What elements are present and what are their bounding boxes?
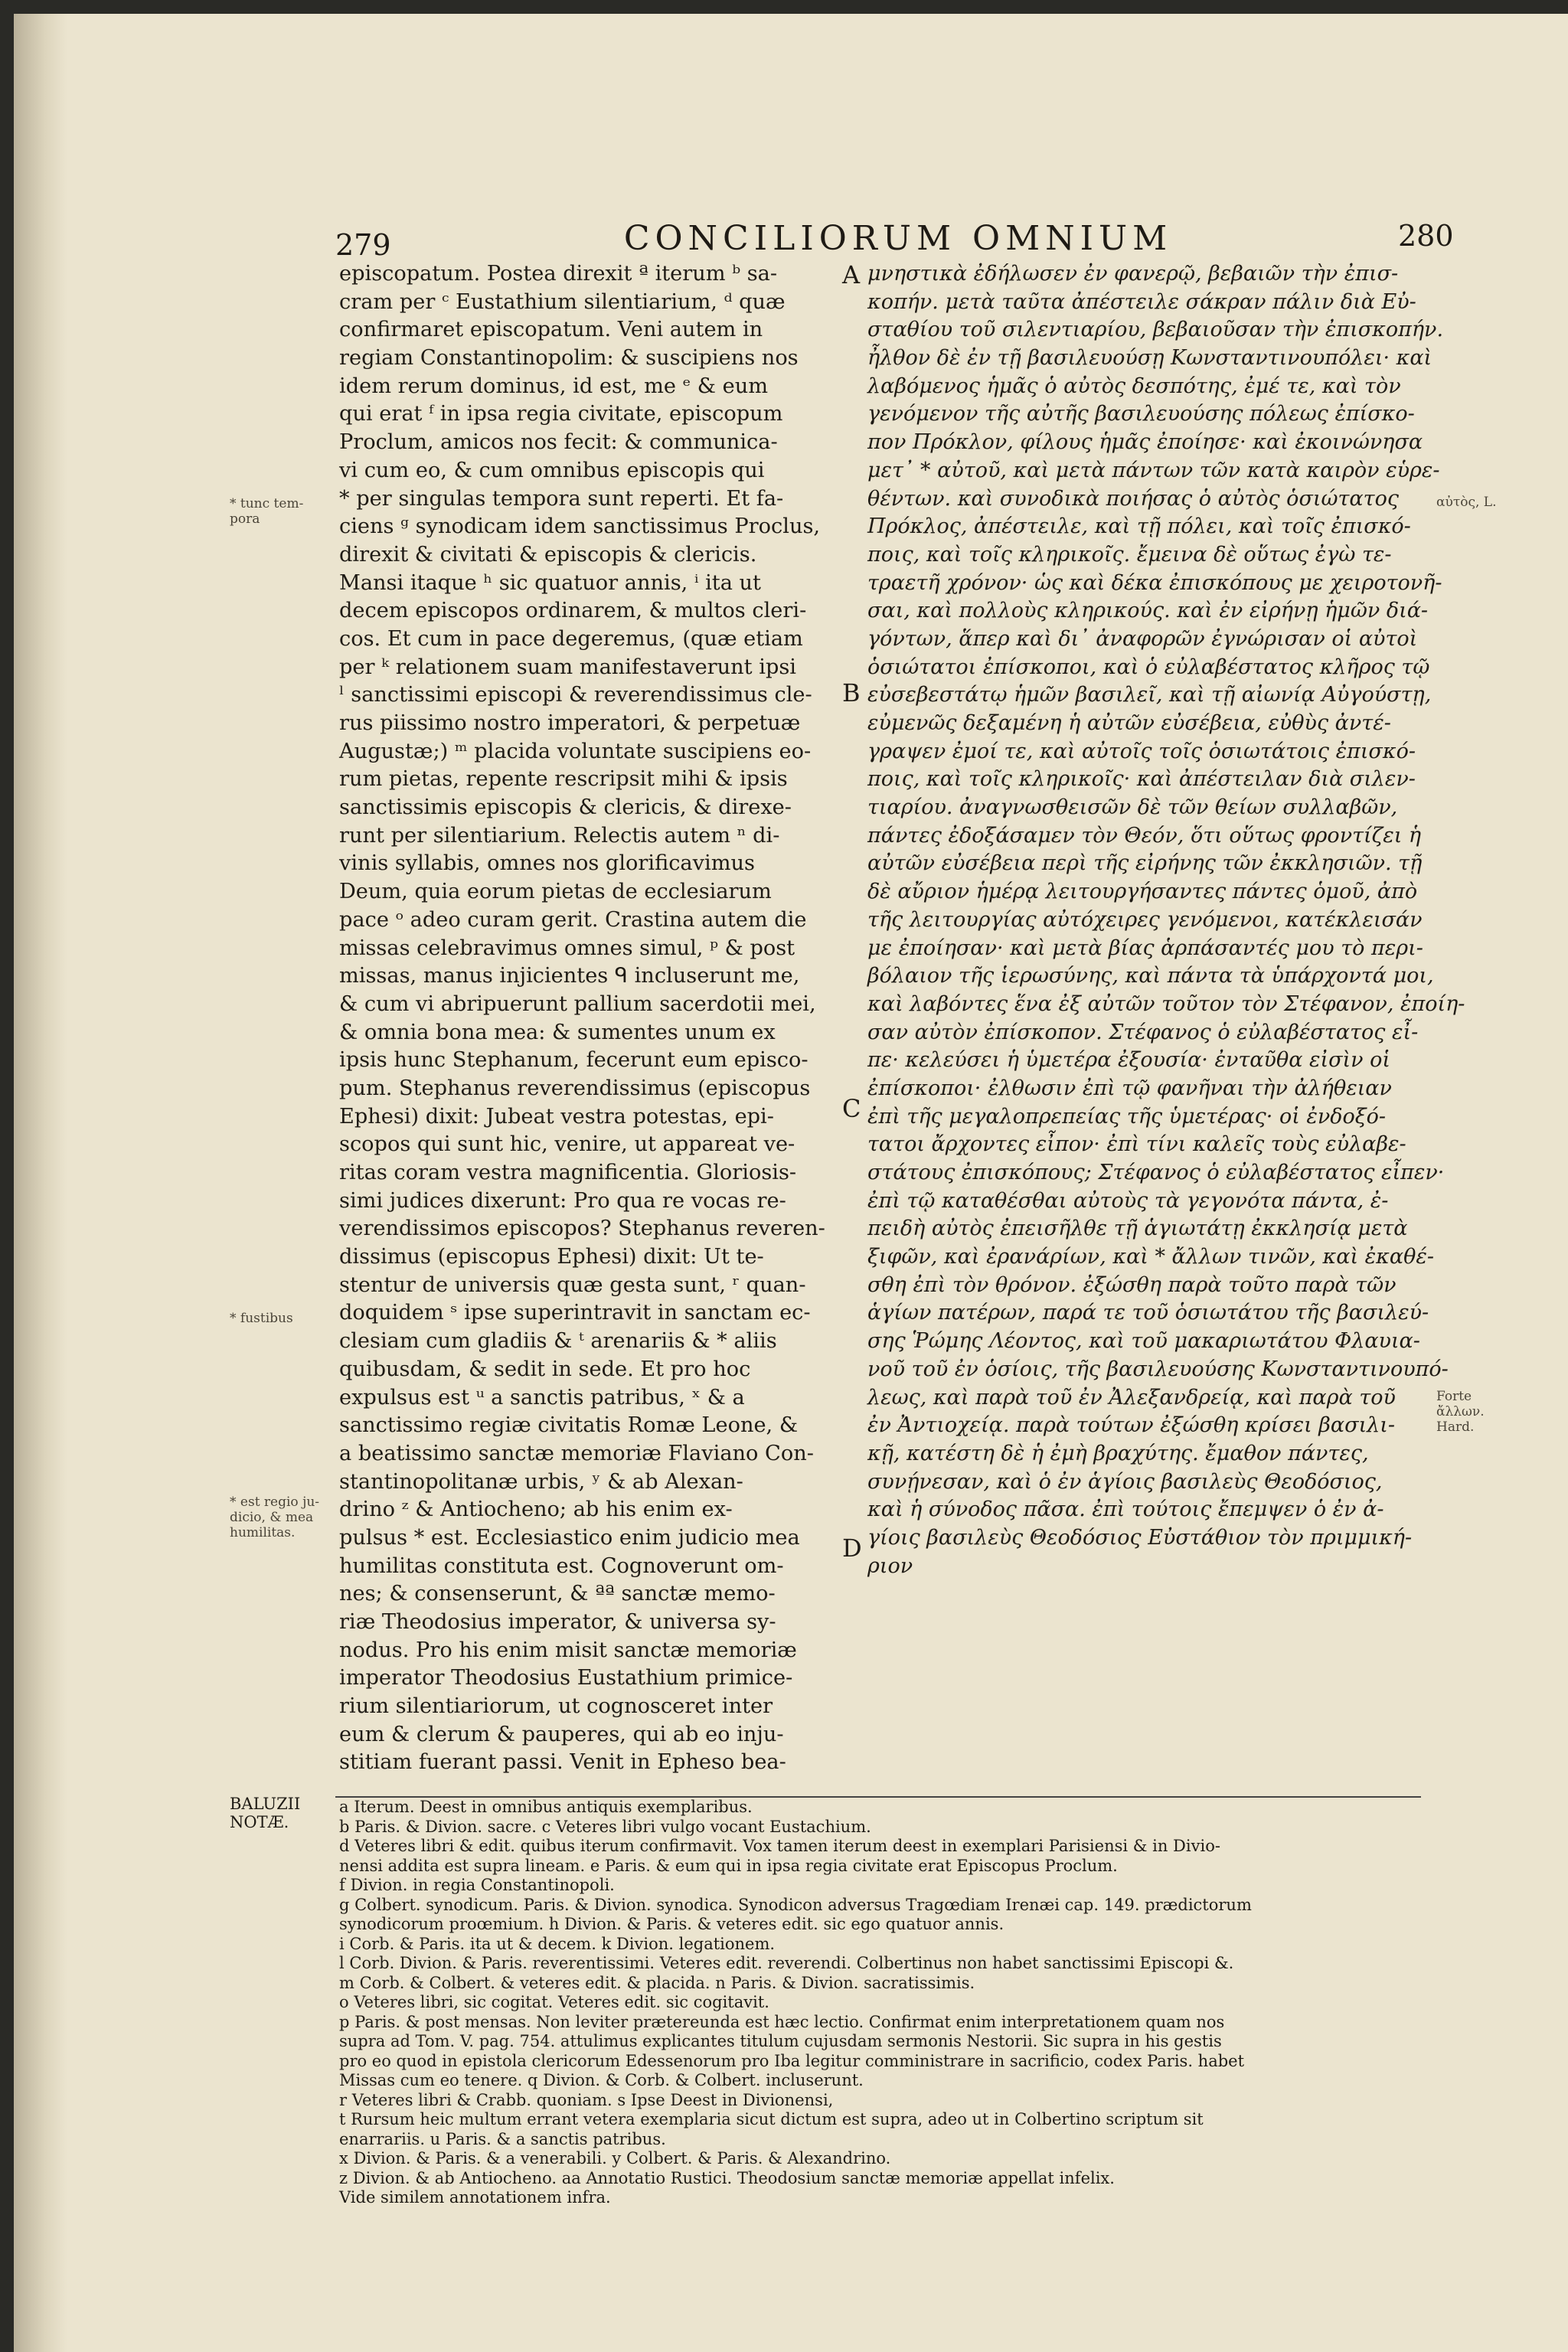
latin-text-line: Deum, quia eorum pietas de ecclesiarum	[339, 880, 772, 904]
greek-text-line: γραψεν ἐμοί τε, καὶ αὐτοῖς τοῖς ὁσιωτάτοις ἐπισκό-	[867, 739, 1416, 763]
latin-text-line: drino ᶻ & Antiocheno; ab his enim ex-	[339, 1498, 733, 1522]
greek-text-line: σταθίου τοῦ σιλεντιαρίου, βεβαιοῦσαν τὴν ἐπισκοπήν.	[867, 318, 1444, 342]
latin-text-line: runt per silentiarium. Relectis autem ⁿ di-	[339, 823, 780, 848]
latin-text-line: rum pietas, repente rescripsit mihi & ipsis	[339, 767, 788, 792]
margin-note-fustibus: * fustibus	[230, 1311, 293, 1326]
greek-text-line: αὐτῶν εὐσέβεια περὶ τῆς εἰρήνης τῶν ἐκκλησιῶν. τῇ	[867, 851, 1423, 876]
footnote-line: pro eo quod in epistola clericorum Edessenorum pro Iba legitur comministrare in sacrificio, codex Paris. habet	[339, 2051, 1245, 2070]
greek-text-line: μετ᾽ * αὐτοῦ, καὶ μετὰ πάντων τῶν κατὰ καιρὸν εὑρε-	[867, 458, 1440, 482]
margin-note-autos: αὐτὸς, L.	[1436, 495, 1497, 510]
latin-text-line: Augustæ;) ᵐ placida voluntate suscipiens eo-	[339, 739, 812, 763]
notes-label: BALUZII NOTÆ.	[230, 1795, 301, 1831]
page-number-left: 279	[335, 228, 391, 262]
latin-text-line: regiam Constantinopolim: & suscipiens nos	[339, 346, 799, 371]
footnote-line: g Colbert. synodicum. Paris. & Divion. synodica. Synodicon adversus Tragœdiam Irenæi cap. 149. prædictorum	[339, 1895, 1252, 1914]
greek-text-line: στάτους ἐπισκόπους; Στέφανος ὁ εὐλαβέστατος εἶπεν·	[867, 1161, 1445, 1184]
greek-text-line: πειδὴ αὐτὸς ἐπεισῆλθε τῇ ἁγιωτάτῃ ἐκκλησίᾳ μετὰ	[867, 1217, 1408, 1241]
footnotes	[339, 1798, 1426, 2208]
greek-text-line: εὐμενῶς δεξαμένη ἡ αὐτῶν εὐσέβεια, εὐθὺς ἀντέ-	[867, 711, 1391, 735]
greek-text-line: ξιφῶν, καὶ ἐρανάρίων, καὶ * ἄλλων τινῶν, καὶ ἐκαθέ-	[867, 1245, 1434, 1269]
latin-text-line: stitiam fuerant passi. Venit in Epheso bea-	[339, 1750, 786, 1775]
greek-text-line: πον Πρόκλον, φίλους ἡμᾶς ἐποίησε· καὶ ἐκοινώνησα	[867, 430, 1423, 455]
latin-text-line: cos. Et cum in pace degeremus, (quæ etiam	[339, 626, 803, 651]
latin-text-line: decem episcopos ordinarem, & multos cleri-	[339, 599, 807, 623]
page-header	[14, 219, 1568, 265]
greek-text-line: ἐπὶ τῷ καταθέσθαι αὐτοὺς τὰ γεγονότα πάντα, ἐ-	[867, 1188, 1389, 1213]
latin-text-line: Mansi itaque ʰ sic quatuor annis, ⁱ ita ut	[339, 570, 761, 595]
greek-text-line: ἐπίσκοποι· ἐλθωσιν ἐπὶ τῷ φανῆναι τὴν ἀλήθειαν	[867, 1076, 1392, 1100]
latin-text-line: quibusdam, & sedit in sede. Et pro hoc	[339, 1357, 751, 1381]
latin-text-line: ciens ᵍ synodicam idem sanctissimus Proclus,	[339, 514, 821, 539]
column-letter-d: D	[842, 1534, 862, 1563]
greek-text-line: Πρόκλος, ἀπέστειλε, καὶ τῇ πόλει, καὶ τοῖς ἐπισκό-	[867, 514, 1411, 539]
footnote-line: o Veteres libri, sic cogitat. Veteres edit. sic cogitavit.	[339, 1993, 769, 2011]
latin-text-line: eum & clerum & pauperes, qui ab eo inju-	[339, 1722, 784, 1746]
latin-text-line: Proclum, amicos nos fecit: & communica-	[339, 430, 778, 455]
page-number-right: 280	[1398, 219, 1454, 253]
footnote-line: z Divion. & ab Antiocheno. aa Annotatio Rustici. Theodosium sanctæ memoriæ appellat infelix.	[339, 2168, 1115, 2187]
greek-text-line: πε· κελεύσει ἡ ὑμετέρα ἐξουσία· ἐνταῦθα εἰσὶν οἱ	[867, 1048, 1390, 1073]
greek-text-line: τῆς λειτουργίας αὐτόχειρες γενόμενοι, κατέκλεισάν	[867, 907, 1423, 932]
footnote-line: Missas cum eo tenere. q Divion. & Corb. & Colbert. incluserunt.	[339, 2071, 864, 2089]
latin-text-line: stantinopolitanæ urbis, ʸ & ab Alexan-	[339, 1469, 743, 1494]
greek-text-line: καὶ λαβόντες ἕνα ἐξ αὐτῶν τοῦτον τὸν Στέφανον, ἐποίη-	[867, 991, 1465, 1016]
latin-text-line: per ᵏ relationem suam manifestaverunt ipsi	[339, 655, 796, 679]
latin-text-line: pulsus * est. Ecclesiastico enim judicio mea	[339, 1525, 800, 1550]
greek-text-line: μνηστικὰ ἐδήλωσεν ἐν φανερῷ, βεβαιῶν τὴν ἐπισ-	[867, 262, 1399, 286]
greek-text-line: καὶ ἡ σύνοδος πᾶσα. ἐπὶ τούτοις ἔπεμψεν ὁ ἐν ἀ-	[867, 1498, 1384, 1522]
greek-text-line: γίοις βασιλεὺς Θεοδόσιος Εὐστάθιον τὸν πριμμική-	[867, 1525, 1413, 1550]
greek-text-line: λεως, καὶ παρὰ τοῦ ἐν Ἀλεξανδρείᾳ, καὶ παρὰ τοῦ	[867, 1385, 1396, 1410]
greek-text-line: γενόμενον τῆς αὐτῆς βασιλευούσης πόλεως ἐπίσκο-	[867, 402, 1415, 426]
greek-text-line: βόλαιον τῆς ἱερωσύνης, καὶ πάντα τὰ ὑπάρχοντά μοι,	[867, 964, 1434, 988]
latin-text-line: dissimus (episcopus Ephesi) dixit: Ut te-	[339, 1245, 764, 1269]
latin-text-line: a beatissimo sanctæ memoriæ Flaviano Con-	[339, 1441, 814, 1465]
greek-text-line: θέντων. καὶ συνοδικὰ ποιήσας ὁ αὐτὸς ὁσιώτατος	[867, 486, 1399, 511]
latin-text-line: pum. Stephanus reverendissimus (episcopus	[339, 1076, 811, 1100]
latin-text-line: doquidem ˢ ipse superintravit in sanctam ec-	[339, 1301, 811, 1325]
latin-text-line: verendissimos episcopos? Stephanus reveren-	[339, 1217, 825, 1241]
margin-note-forte-allon: Forte ἄλλων. Hard.	[1436, 1389, 1485, 1435]
greek-text-line: σαν αὐτὸν ἐπίσκοπον. Στέφανος ὁ εὐλαβέστατος εἶ-	[867, 1020, 1419, 1044]
latin-text-line: expulsus est ᵘ a sanctis patribus, ˣ & a	[339, 1385, 745, 1410]
footnote-line: r Veteres libri & Crabb. quoniam. s Ipse Deest in Divionensi,	[339, 2090, 834, 2109]
latin-text-line: & cum vi abripuerunt pallium sacerdotii mei,	[339, 991, 816, 1016]
greek-text-line: κῇ, κατέστη δὲ ἡ ἐμὴ βραχύτης. ἔμαθον πάντες,	[867, 1441, 1369, 1465]
latin-text-line: episcopatum. Postea direxit ª iterum ᵇ sa-	[339, 262, 778, 286]
footnote-line: enarrariis. u Paris. & a sanctis patribus.	[339, 2129, 666, 2148]
greek-text-line: ἐν Ἀντιοχείᾳ. παρὰ τούτων ἐξώσθη κρίσει βασιλι-	[867, 1413, 1395, 1438]
page-binding-shadow	[14, 14, 67, 2352]
column-letter-a: A	[842, 260, 861, 289]
latin-text-line: vi cum eo, & cum omnibus episcopis qui	[339, 458, 765, 482]
greek-text-line: ἁγίων πατέρων, παρά τε τοῦ ὁσιωτάτου τῆς βασιλεύ-	[867, 1301, 1429, 1325]
latin-text-line: sanctissimo regiæ civitatis Romæ Leone, &	[339, 1413, 799, 1438]
latin-text-line: missas, manus injicientes ᑫ incluserunt me,	[339, 964, 800, 988]
footnote-line: i Corb. & Paris. ita ut & decem. k Divion. legationem.	[339, 1934, 776, 1953]
greek-text-line: ποις, καὶ τοῖς κληρικοῖς· καὶ ἀπέστειλαν διὰ σιλεν-	[867, 767, 1416, 792]
footnote-line: b Paris. & Divion. sacre. c Veteres libri vulgo vocant Eustachium.	[339, 1817, 871, 1836]
greek-text-line: με ἐποίησαν· καὶ μετὰ βίας ἁρπάσαντές μου τὸ περι-	[867, 936, 1423, 960]
greek-text-line: ριον	[867, 1553, 913, 1578]
footnote-line: f Divion. in regia Constantinopoli.	[339, 1876, 615, 1894]
latin-text-line: sanctissimis episcopis & clericis, & direxe-	[339, 795, 792, 820]
latin-text-line: scopos qui sunt hic, venire, ut appareat ve-	[339, 1132, 795, 1157]
greek-text-line: γόντων, ἅπερ καὶ δι᾽ ἀναφορῶν ἐγνώρισαν οἱ αὐτοὶ	[867, 626, 1418, 651]
latin-text-line: ˡ sanctissimi episcopi & reverendissimus cle-	[339, 683, 812, 707]
greek-text-line: ποις, καὶ τοῖς κληρικοῖς. ἔμεινα δὲ οὕτως ἐγὼ τε-	[867, 542, 1392, 567]
greek-text-line: ἦλθον δὲ ἐν τῇ βασιλευούσῃ Κωνσταντινουπόλει· καὶ	[867, 346, 1432, 371]
greek-text-line: τατοι ἄρχοντες εἶπον· ἐπὶ τίνι καλεῖς τοὺς εὐλαβε-	[867, 1132, 1406, 1157]
latin-text-line: nes; & consenserunt, & ªª sanctæ memo-	[339, 1582, 776, 1606]
footnote-line: synodicorum proœmium. h Divion. & Paris. & veteres edit. sic ego quatuor annis.	[339, 1915, 1004, 1933]
greek-text-line: εὐσεβεστάτῳ ἡμῶν βασιλεῖ, καὶ τῇ αἰωνίᾳ Αὐγούστῃ,	[867, 683, 1432, 707]
greek-text-line: λαβόμενος ἡμᾶς ὁ αὐτὸς δεσπότης, ἐμέ τε, καὶ τὸν	[867, 374, 1401, 398]
latin-text-line: stentur de universis quæ gesta sunt, ʳ quan-	[339, 1272, 806, 1297]
latin-text-line: direxit & civitati & episcopis & clericis.	[339, 542, 757, 567]
latin-text-line: idem rerum dominus, id est, me ᵉ & eum	[339, 374, 769, 398]
latin-text-line: nodus. Pro his enim misit sanctæ memoriæ	[339, 1638, 797, 1662]
latin-text-line: humilitas constituta est. Cognoverunt om-	[339, 1553, 784, 1578]
margin-note-tempora: * tunc tem- pora	[230, 496, 304, 527]
footnote-line: t Rursum heic multum errant vetera exemplaria sicut dictum est supra, adeo ut in Colbertino scriptum sit	[339, 2110, 1204, 2128]
latin-text-line: rium silentiariorum, ut cognosceret inter	[339, 1694, 773, 1719]
footnote-line: x Divion. & Paris. & a venerabili. y Colbert. & Paris. & Alexandrino.	[339, 2149, 891, 2167]
latin-text-line: pace ᵒ adeo curam gerit. Crastina autem die	[339, 907, 807, 932]
margin-note-regio-judicio: * est regio ju- dicio, & mea humilitas.	[230, 1494, 320, 1540]
latin-column	[339, 260, 833, 1777]
latin-text-line: vinis syllabis, omnes nos glorificavimus	[339, 851, 755, 876]
book-page	[14, 14, 1568, 2352]
latin-text-line: riæ Theodosius imperator, & universa sy-	[339, 1610, 776, 1634]
footnote-line: a Iterum. Deest in omnibus antiquis exemplaribus.	[339, 1798, 753, 1816]
column-letter-b: B	[842, 678, 861, 707]
greek-text-line: πάντες ἐδοξάσαμεν τὸν Θεόν, ὅτι οὕτως φροντίζει ἡ	[867, 823, 1422, 848]
greek-text-line: σης Ῥώμης Λέοντος, καὶ τοῦ μακαριωτάτου Φλαυια-	[867, 1329, 1420, 1354]
footnote-line: supra ad Tom. V. pag. 754. attulimus explicantes titulum cujusdam sermonis Nestorii. Sic supra in his gestis	[339, 2032, 1222, 2050]
greek-text-line: σθη ἐπὶ τὸν θρόνον. ἐξώσθη παρὰ τοῦτο παρὰ τῶν	[867, 1272, 1396, 1297]
latin-text-line: ritas coram vestra magnificentia. Gloriosis-	[339, 1161, 797, 1184]
latin-text-line: missas celebravimus omnes simul, ᵖ & post	[339, 936, 795, 960]
latin-text-line: cram per ᶜ Eustathium silentiarium, ᵈ quæ	[339, 289, 786, 314]
latin-text-line: qui erat ᶠ in ipsa regia civitate, episcopum	[339, 402, 783, 426]
column-letter-c: C	[842, 1094, 861, 1123]
greek-text-line: δὲ αὔριον ἡμέρᾳ λειτουργήσαντες πάντες ὁμοῦ, ἀπὸ	[867, 880, 1418, 904]
greek-text-line: ὁσιώτατοι ἐπίσκοποι, καὶ ὁ εὐλαβέστατος κλῆρος τῷ	[867, 655, 1430, 679]
greek-text-line: ἐπὶ τῆς μεγαλοπρεπείας τῆς ὑμετέρας· οἱ ἐνδοξό-	[867, 1104, 1387, 1129]
footnote-line: d Veteres libri & edit. quibus iterum confirmavit. Vox tamen iterum deest in exemplari Parisiensi & in Divio-	[339, 1837, 1220, 1855]
latin-text-line: Ephesi) dixit: Jubeat vestra potestas, epi-	[339, 1104, 774, 1129]
greek-text-line: κοπήν. μετὰ ταῦτα ἀπέστειλε σάκραν πάλιν διὰ Εὐ-	[867, 289, 1416, 314]
greek-text-line: τραετῆ χρόνον· ὡς καὶ δέκα ἐπισκόπους με χειροτονῆ-	[867, 570, 1442, 595]
footnote-line: nensi addita est supra lineam. e Paris. & eum qui in ipsa regia civitate erat Episcopus Proclum.	[339, 1856, 1118, 1875]
footnote-line: p Paris. & post mensas. Non leviter prætereunda est hæc lectio. Confirmat enim interpretationem quam nos	[339, 2012, 1225, 2031]
latin-text-line: * per singulas tempora sunt reperti. Et fa-	[339, 486, 784, 511]
latin-text-line: confirmaret episcopatum. Veni autem in	[339, 318, 763, 342]
running-title: CONCILIORUM OMNIUM	[623, 219, 1173, 258]
greek-text-line: νοῦ τοῦ ἐν ὁσίοις, τῆς βασιλευούσης Κωνσταντινουπό-	[867, 1357, 1449, 1381]
footnote-line: m Corb. & Colbert. & veteres edit. & placida. n Paris. & Divion. sacratissimis.	[339, 1973, 975, 1992]
latin-text-line: imperator Theodosius Eustathium primice-	[339, 1666, 793, 1690]
footnote-line: Vide similem annotationem infra.	[339, 2188, 611, 2207]
latin-text-line: ipsis hunc Stephanum, fecerunt eum episco-	[339, 1048, 808, 1073]
latin-text-line: rus piissimo nostro imperatori, & perpetuæ	[339, 711, 801, 735]
footnote-line: l Corb. Divion. & Paris. reverentissimi. Veteres edit. reverendi. Colbertinus non habet sanctissimi Episcopi &.	[339, 1954, 1234, 1972]
greek-text-line: τιαρίου. ἀναγνωσθεισῶν δὲ τῶν θείων συλλαβῶν,	[867, 795, 1398, 820]
latin-text-line: & omnia bona mea: & sumentes unum ex	[339, 1020, 776, 1044]
greek-text-line: συνῄνεσαν, καὶ ὁ ἐν ἁγίοις βασιλεὺς Θεοδόσιος,	[867, 1469, 1383, 1494]
latin-text-line: clesiam cum gladiis & ᵗ arenariis & * aliis	[339, 1329, 777, 1354]
greek-text-line: σαι, καὶ πολλοὺς κληρικούς. καὶ ἐν εἰρήνῃ ἡμῶν διά-	[867, 599, 1429, 623]
latin-text-line: simi judices dixerunt: Pro qua re vocas re-	[339, 1188, 786, 1213]
